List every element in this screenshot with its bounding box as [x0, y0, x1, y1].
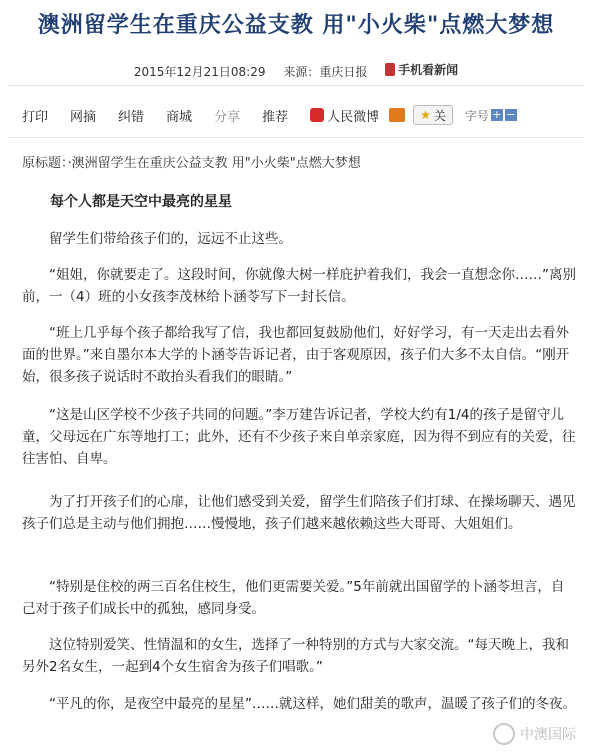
- article-body-3: [22, 322, 577, 388]
- paragraph: 为了打开孩子们的心扉，让他们感受到关爱，留学生们陪孩子们打球、在操场聊天、遇见孩子们总是主动与他们拥抱……慢慢地，孩子们越来越依赖这些大哥哥、大姐姐们。: [22, 494, 576, 532]
- font-increase-button[interactable]: +: [492, 108, 502, 121]
- article-heading-block: [22, 191, 577, 213]
- watermark: [493, 723, 576, 745]
- print-button[interactable]: 打印: [22, 109, 49, 125]
- article-toolbar: [22, 104, 517, 126]
- paragraph: “班上几乎每个孩子都给我写了信，我也都回复鼓励他们，好好学习，有一天走出去看外面的世界。”来自墨尔本大学的卜涵苓告诉记者，由于客观原因，孩子们大多不太自信。“刚开始，很多孩子说话时不敢抬头看我们的眼睛。”: [22, 325, 570, 385]
- paragraph: “特别是住校的两三百名住校生，他们更需要关爱。”5年前就出国留学的卜涵苓坦言，自己对于孩子们成长中的孤独，感同身受。: [22, 579, 565, 617]
- paragraph: 留学生们带给孩子们的，远远不止这些。: [49, 231, 292, 247]
- article-meta: [0, 61, 592, 80]
- weibo-label: 人民微博: [327, 109, 380, 125]
- divider: [8, 137, 584, 138]
- original-title: 原标题：·澳洲留学生在重庆公益支教 用"小火柴"点燃大梦想: [22, 156, 361, 171]
- recommend-label: 推荐: [262, 109, 289, 125]
- mobile-news-link[interactable]: [385, 61, 458, 78]
- font-size-control: [465, 107, 517, 124]
- font-size-label: 字号: [464, 108, 489, 123]
- paragraph: “平凡的你，是夜空中最亮的星星”……就这样，她们甜美的歌声，温暖了孩子们的冬夜。: [49, 696, 576, 712]
- paragraph: 这位特别爱笑、性情温和的女生，选择了一种特别的方式与大家交流。“每天晚上，我和另外2名女生，一起到4个女生宿舍为孩子们唱歌。”: [22, 637, 569, 675]
- weibo-icon: [310, 108, 324, 122]
- rss-icon[interactable]: [389, 108, 405, 122]
- follow-label: 关: [433, 108, 446, 123]
- article-body-8: [22, 693, 577, 715]
- correction-button[interactable]: 纠错: [118, 109, 145, 125]
- share-label: 分享: [214, 109, 241, 125]
- article-body-7: [22, 634, 577, 678]
- mall-link[interactable]: 商城: [166, 109, 193, 125]
- star-icon: ★: [420, 108, 431, 122]
- paragraph: “这是山区学校不少孩子共同的问题。”李万建告诉记者，学校大约有1/4的孩子是留守儿童，父母远在广东等地打工；此外，还有不少孩子来自单亲家庭，因为得不到应有的关爱，往往害怕、自卑。: [22, 407, 576, 467]
- article-body-4: [22, 404, 577, 470]
- phone-icon: [385, 63, 395, 76]
- publish-date: 2015年12月21日08:29: [133, 65, 266, 79]
- article-body-1: [22, 228, 577, 250]
- follow-button[interactable]: [413, 105, 453, 125]
- wangzhai-button[interactable]: 网摘: [70, 109, 97, 125]
- article-title: 澳洲留学生在重庆公益支教 用"小火柴"点燃大梦想: [37, 13, 555, 38]
- divider: [8, 85, 584, 86]
- article-body-2: [22, 264, 577, 308]
- article-source: 来源：重庆日报: [283, 65, 368, 79]
- watermark-text: 中澳国际: [520, 727, 576, 743]
- watermark-logo-icon: [493, 723, 515, 745]
- article-body-6: [22, 576, 577, 620]
- article-body-5: [22, 491, 577, 535]
- section-heading: 每个人都是天空中最亮的星星: [50, 194, 232, 210]
- mobile-news-label: 手机看新闻: [398, 63, 459, 77]
- paragraph: “姐姐，你就要走了。这段时间，你就像大树一样庇护着我们，我会一直想念你……”离别前，一（4）班的小女孩李茂林给卜涵苓写下一封长信。: [22, 267, 576, 305]
- font-decrease-button[interactable]: −: [506, 108, 516, 121]
- people-weibo-button[interactable]: [310, 106, 379, 125]
